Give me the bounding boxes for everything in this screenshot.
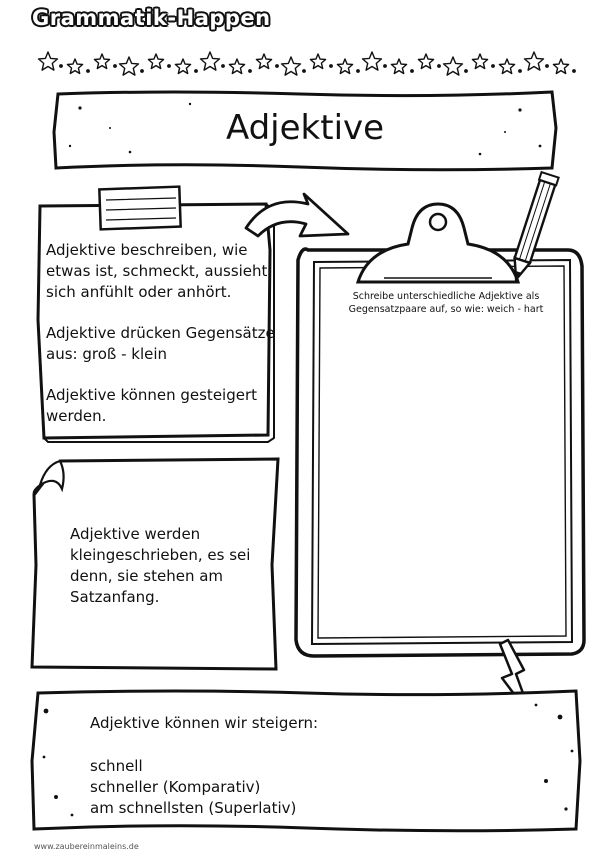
clipboard-instruction: Schreibe unterschiedliche Adjektive als Gegensatzpaare auf, so wie: weich - hart — [348, 291, 544, 315]
page-title: Adjektive — [225, 108, 385, 148]
star-dot-icon — [141, 70, 143, 72]
star-icon — [282, 57, 301, 75]
star-icon — [337, 59, 352, 74]
tape-icon — [99, 187, 180, 230]
star-dot-icon — [87, 70, 89, 72]
star-icon — [418, 54, 433, 69]
star-dot-icon — [519, 70, 521, 72]
header-title: Grammatik-Happen — [32, 6, 271, 30]
star-icon — [229, 59, 244, 74]
clipboard-clip-icon — [358, 204, 518, 282]
star-icon — [363, 52, 382, 70]
star-dot-icon — [276, 65, 278, 67]
star-dot-icon — [438, 65, 440, 67]
star-dot-icon — [168, 65, 170, 67]
star-icon — [444, 57, 463, 75]
star-icon — [175, 59, 190, 74]
star-icon — [310, 54, 325, 69]
footer-url: www.zaubereinmaleins.de — [34, 842, 139, 851]
star-icon — [39, 52, 58, 70]
star-icon — [120, 57, 139, 75]
star-dot-icon — [384, 65, 386, 67]
star-dot-icon — [330, 65, 332, 67]
star-dot-icon — [492, 65, 494, 67]
bottom-content — [90, 713, 510, 819]
star-dot-icon — [411, 70, 413, 72]
star-dot-icon — [465, 70, 467, 72]
bottom-intro: Adjektive können wir steigern: — [90, 714, 319, 732]
bottom-line-2: schneller (Komparativ) — [90, 778, 261, 796]
star-icon — [391, 59, 406, 74]
star-dot-icon — [249, 70, 251, 72]
star-icon — [256, 54, 271, 69]
star-icon — [148, 54, 163, 69]
note1-paragraph-3: Adjektive können gesteigert werden. — [46, 386, 258, 425]
note1-content — [46, 240, 276, 447]
clipboard — [288, 170, 593, 730]
star-dot-icon — [60, 65, 62, 67]
note2-content: Adjektive werden kleingeschrieben, es sei denn, sie stehen am Satzanfang. — [70, 525, 251, 606]
star-icon — [499, 59, 514, 74]
star-dot-icon — [303, 70, 305, 72]
star-dot-icon — [546, 65, 548, 67]
star-icon — [67, 59, 82, 74]
star-icon — [201, 52, 220, 70]
star-row-icon — [36, 50, 576, 78]
star-icon — [525, 52, 544, 70]
bottom-line-1: schnell — [90, 757, 143, 775]
star-icon — [94, 54, 109, 69]
star-dot-icon — [114, 65, 116, 67]
star-dot-icon — [357, 70, 359, 72]
bottom-line-3: am schnellsten (Superlativ) — [90, 799, 297, 817]
star-dot-icon — [573, 70, 575, 72]
star-icon — [553, 59, 568, 74]
star-dot-icon — [195, 70, 197, 72]
note1-paragraph-2: Adjektive drücken Gegensätze aus: groß - klein — [46, 324, 275, 363]
star-icon — [472, 54, 487, 69]
star-dot-icon — [222, 65, 224, 67]
note1-paragraph-1: Adjektive beschreiben, wie etwas ist, schmeckt, aussieht, sich anfühlt oder anhört. — [46, 241, 273, 301]
